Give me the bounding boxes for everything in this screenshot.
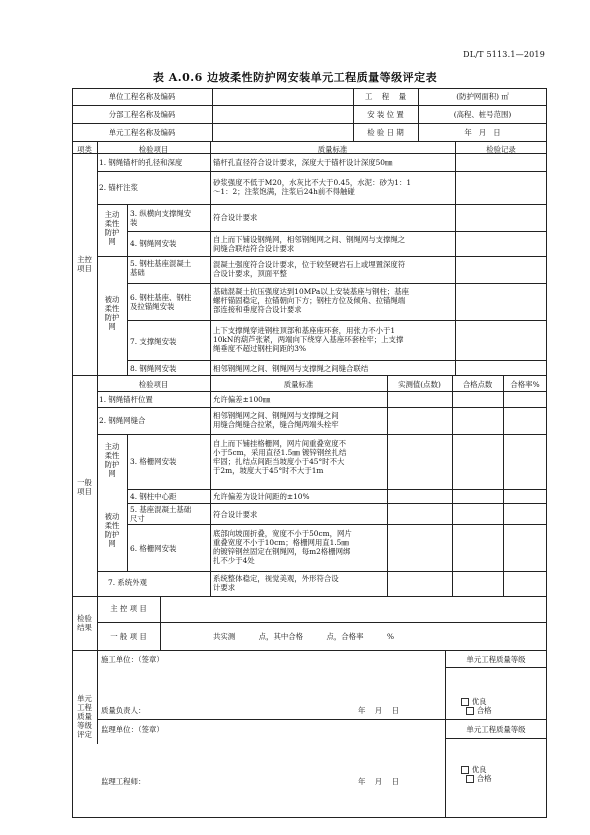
gen-std-3: 自上而下铺挂格栅网，网片间重叠宽度不 小于5cm，采用直径1.5㎜ 镀锌钢丝扎结 牢固；扎结点间距当坡度小于45°时不大 于2m，坡度大于45°时不大于1m xyxy=(213,439,347,475)
supervisor-sign: 监理单位：（签章） xyxy=(101,725,164,734)
qualified-label: 合格 xyxy=(476,706,492,715)
qualified-checkbox[interactable] xyxy=(466,775,474,783)
gen-item-7: 7. 系统外观 xyxy=(108,578,147,587)
col-item: 检验项目 xyxy=(138,145,169,154)
unit-project-label: 单位工程名称及编码 xyxy=(108,92,176,101)
main-control-label: 主控 项目 xyxy=(77,255,92,273)
excellent-label: 优良 xyxy=(471,697,487,706)
gen-item-2: 2. 钢绳网缝合 xyxy=(99,416,146,425)
col-standard: 质量标准 xyxy=(317,145,348,154)
gen-item-1: 1. 钢绳锚杆位置 xyxy=(99,395,153,404)
engineering-qty-value: (防护网面积) ㎡ xyxy=(456,92,509,101)
grade-title-constructor: 单元工程质量等级 xyxy=(466,655,526,664)
gen-item-6: 6. 格栅网安装 xyxy=(130,544,177,553)
grade-options-constructor xyxy=(456,688,546,715)
main-item-3: 3. 纵横向支撑绳安 装 xyxy=(130,209,192,227)
gen-std-2: 相邻钢绳网之间、钢绳网与支撑绳之间 用缝合绳缝合拉紧，缝合绳两端头栓牢 xyxy=(213,411,339,429)
page-title: 表 A.0.6 边坡柔性防护网安装单元工程质量等级评定表 xyxy=(152,71,438,84)
constructor-sign: 施工单位：（签章） xyxy=(101,655,164,664)
qualified-checkbox[interactable] xyxy=(466,707,474,715)
main-std-1: 锚杆孔直径符合设计要求，深度大于锚杆设计深度50㎜ xyxy=(213,158,393,167)
result-general-summary: 共实测 点，其中合格 点，合格率 % xyxy=(213,632,394,641)
excellent-checkbox[interactable] xyxy=(461,698,469,706)
main-std-7: 上下支撑绳穿进钢柱顶部和基座座环套，用张力不小于1 10kN的葫芦张紧，两端向下绕穿入基座环套栓牢；上支撑 绳垂度不超过钢柱间距的3% xyxy=(213,326,404,353)
main-item-2: 2. 锚杆注浆 xyxy=(99,183,138,192)
main-std-2: 砂浆强度不低于M20，水灰比不大于0.45，水泥：砂为1：1 ～1：2；注浆饱满，注浆后24h前不得触碰 xyxy=(213,178,412,196)
qualified-label: 合格 xyxy=(476,774,492,783)
gen-std-6: 底部向坡面折叠，宽度不小于50cm，网片 重叠宽度不小于10cm；格栅网用直1.5㎜ 的镀锌钢丝固定在钢绳网，每m2格栅网绑 扎不少于4处 xyxy=(213,529,352,565)
sub-project-label: 分部工程名称及编码 xyxy=(108,110,176,119)
install-position-label: 安 装 位 置 xyxy=(367,110,404,119)
gen-col-item: 检验项目 xyxy=(138,380,169,389)
install-position-value: (高程、桩号范围) xyxy=(453,110,512,119)
gen-col-pass-points: 合格点数 xyxy=(462,380,493,389)
evaluation-label: 单元 工程 质量 等级 评定 xyxy=(77,694,92,739)
main-active-group-label: 主动 柔性 防护 网 xyxy=(104,210,120,246)
gen-std-7: 系统整体稳定，视觉美观，外形符合设 计要求 xyxy=(213,574,339,592)
main-item-7: 7. 支撑绳安装 xyxy=(130,337,177,346)
gen-col-standard: 质量标准 xyxy=(283,380,314,389)
standard-code: DL/T 5113.1—2019 xyxy=(463,50,545,59)
gen-std-5: 符合设计要求 xyxy=(213,510,258,519)
gen-col-pass-rate: 合格率% xyxy=(510,380,540,389)
gen-std-4: 允许偏差为设计间距的±10% xyxy=(213,492,310,501)
result-general-label: 一 般 项 目 xyxy=(110,632,147,641)
main-std-5: 混凝土强度符合设计要求，位于较坚硬岩石上或埋置深度符 合设计要求，顶面平整 xyxy=(213,260,406,278)
element-project-label: 单元工程名称及编码 xyxy=(108,128,176,137)
main-item-6: 6. 钢柱基座、钢柱 及拉锚绳安装 xyxy=(130,293,192,311)
result-main-label: 主 控 项 目 xyxy=(110,604,147,613)
gen-active-group-label: 主动 柔性 防护 网 xyxy=(104,442,120,478)
supervisor-engineer-sign: 监理工程师： xyxy=(101,777,146,786)
main-std-4: 自上而下铺设钢绳网，相邻钢绳网之间、钢绳网与支撑绳之 间缝合联结符合设计要求 xyxy=(213,235,406,253)
constructor-date: 年 月 日 xyxy=(358,706,399,715)
inspect-date-label: 检 验 日 期 xyxy=(367,128,404,137)
inspect-date-value: 年 月 日 xyxy=(464,128,501,137)
gen-col-measured: 实测值(点数) xyxy=(398,380,441,389)
main-passive-group-label: 被动 柔性 防护 网 xyxy=(104,295,120,331)
main-item-1: 1. 钢绳锚杆的孔径和深度 xyxy=(99,158,183,167)
col-record: 检验记录 xyxy=(486,145,516,154)
engineering-qty-label: 工 程 量 xyxy=(365,92,406,101)
result-label: 检验 结果 xyxy=(77,614,92,632)
gen-std-1: 允许偏差±100㎜ xyxy=(213,395,271,404)
supervisor-date: 年 月 日 xyxy=(358,777,399,786)
quality-person-sign: 质量负责人： xyxy=(101,706,146,715)
gen-passive-group-label: 被动 柔性 防护 网 xyxy=(104,512,120,548)
main-item-4: 4. 钢绳网安装 xyxy=(130,239,177,248)
grade-options-supervisor xyxy=(456,756,546,783)
grade-title-supervisor: 单元工程质量等级 xyxy=(466,725,526,734)
gen-item-5: 5. 基座混凝土基础 尺寸 xyxy=(130,505,192,523)
main-item-8: 8. 钢绳网安装 xyxy=(130,364,177,373)
main-std-6: 基础混凝土抗压强度达到10MPa以上安装基座与钢柱；基座 螺杆锚固稳定，拉锚朝向下方；钢柱方位及倾角、拉锚绳端 部连接和垂度符合设计要求 xyxy=(213,287,410,314)
excellent-checkbox[interactable] xyxy=(461,766,469,774)
gen-item-4: 4. 钢柱中心距 xyxy=(130,492,177,501)
main-std-8: 相邻钢绳网之间、钢绳网与支撑绳之间缝合联结 xyxy=(213,364,369,373)
gen-item-3: 3. 格栅网安装 xyxy=(130,457,177,466)
excellent-label: 优良 xyxy=(471,765,487,774)
general-label: 一般 项目 xyxy=(77,478,92,496)
main-std-3: 符合设计要求 xyxy=(213,213,258,222)
col-category: 项类 xyxy=(77,145,92,154)
main-item-5: 5. 钢柱基座混凝土 基础 xyxy=(130,259,192,277)
